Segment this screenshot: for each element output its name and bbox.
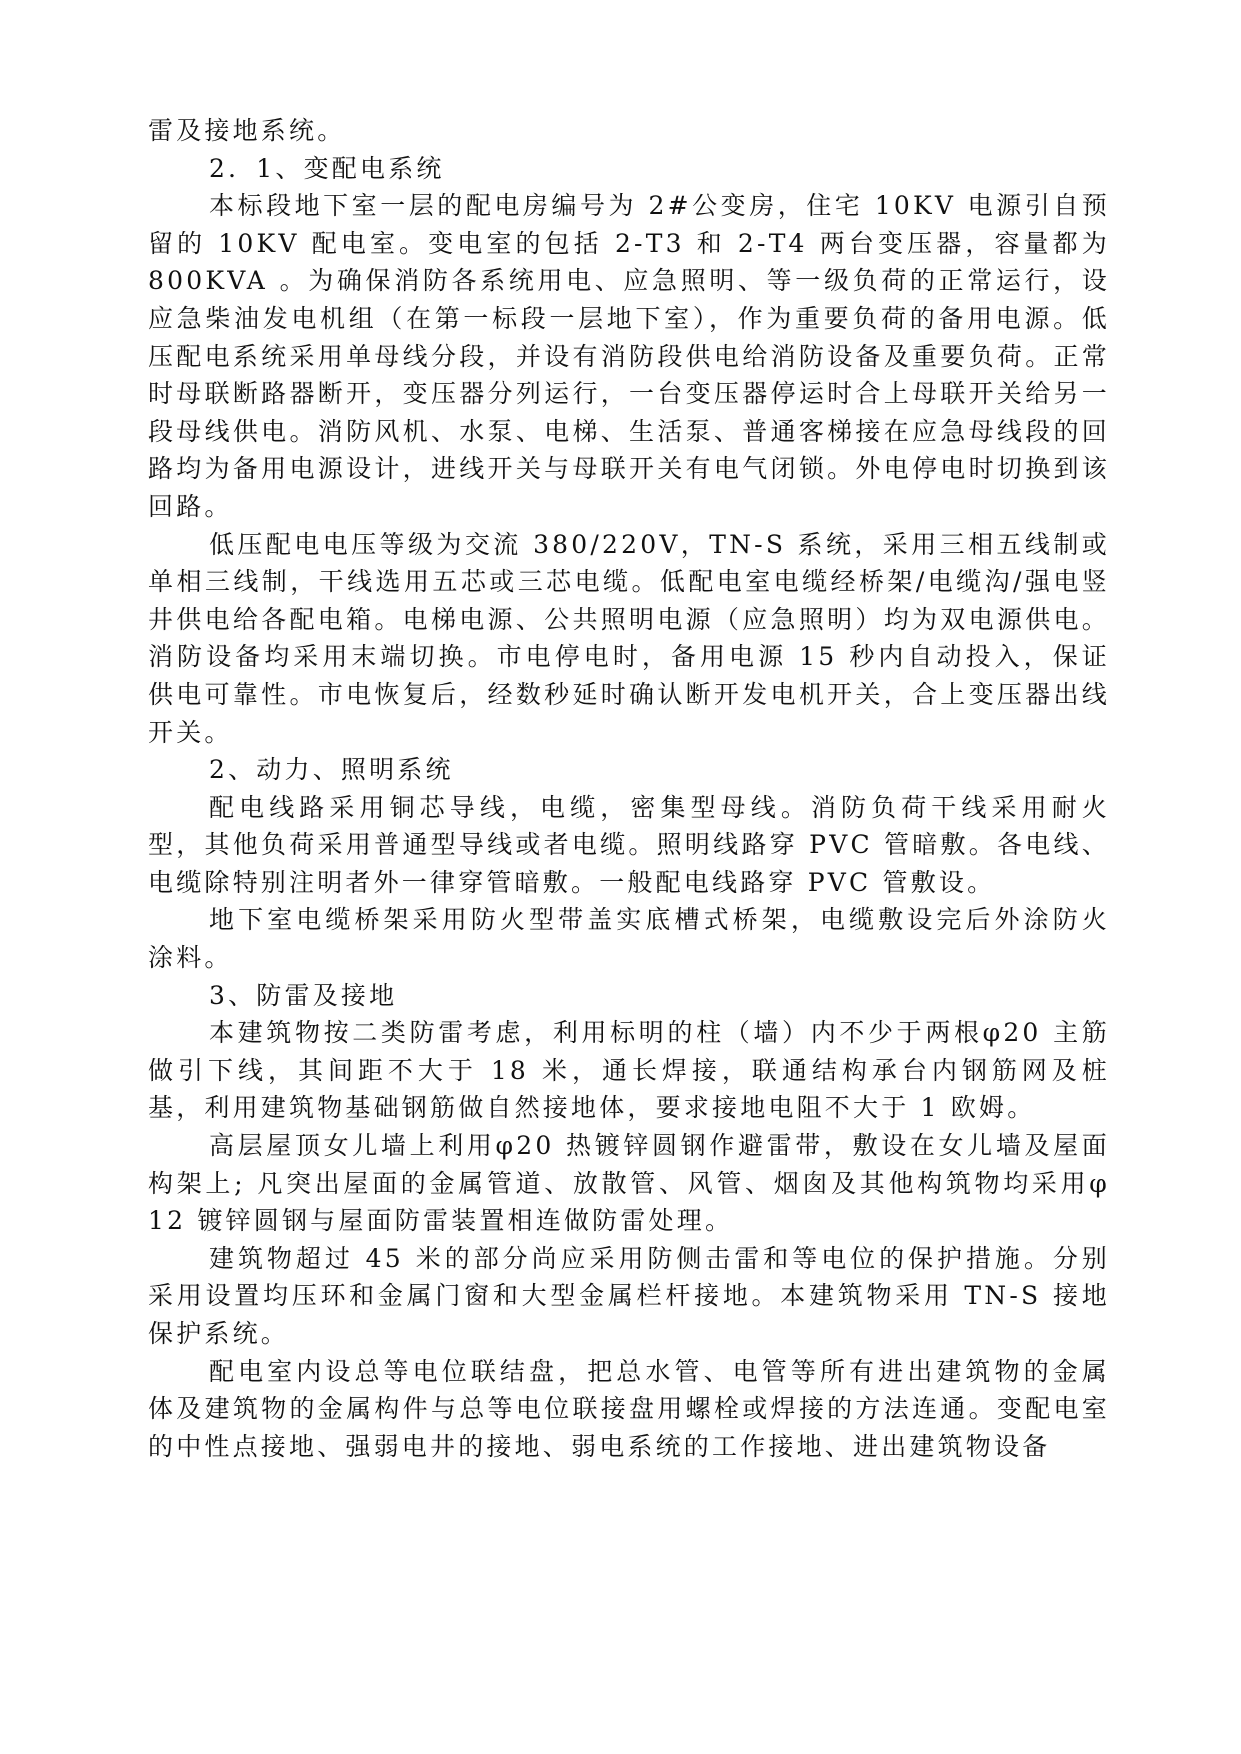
paragraph-lightning-class: 本建筑物按二类防雷考虑，利用标明的柱（墙）内不少于两根φ20 主筋做引下线，其间距不大于 18 米，通长焊接，联通结构承台内钢筋网及桩基，利用建筑物基础钢筋做自然接地体，要求接地电阻不大于 1 欧姆。 bbox=[148, 1018, 1110, 1123]
paragraph-cable-tray: 地下室电缆桥架采用防火型带盖实底槽式桥架，电缆敷设完后外涂防火涂料。 bbox=[148, 905, 1110, 973]
section-heading-lightning-grounding: 3、防雷及接地 bbox=[209, 980, 398, 1010]
paragraph-wiring: 配电线路采用铜芯导线，电缆，密集型母线。消防负荷干线采用耐火型，其他负荷采用普通型导线或者电缆。照明线路穿 PVC 管暗敷。各电线、电缆除特别注明者外一律穿管暗敷。一般配电线路穿 PVC 管敷设。 bbox=[148, 792, 1110, 897]
paragraph-side-strike: 建筑物超过 45 米的部分尚应采用防侧击雷和等电位的保护措施。分别采用设置均压环和金属门窗和大型金属栏杆接地。本建筑物采用 TN-S 接地保护系统。 bbox=[148, 1243, 1110, 1348]
paragraph-continuation: 雷及接地系统。 bbox=[148, 116, 346, 145]
section-heading-power-lighting: 2、动力、照明系统 bbox=[209, 755, 454, 785]
paragraph-low-voltage: 低压配电电压等级为交流 380/220V，TN-S 系统，采用三相五线制或单相三线制，干线选用五芯或三芯电缆。低配电室电缆经桥架/电缆沟/强电竖井供电给各配电箱。电梯电源、公共照明电源（应急照明）均为双电源供电。消防设备均采用末端切换。市电停电时，备用电源 15 秒内自动投入，保证供电可靠性。市电恢复后，经数秒延时确认断开发电机开关，合上变压器出线开关。 bbox=[148, 529, 1110, 747]
document-page bbox=[148, 112, 1110, 1465]
paragraph-roof-lightning-belt: 高层屋顶女儿墙上利用φ20 热镀锌圆钢作避雷带，敷设在女儿墙及屋面构架上; 凡突出屋面的金属管道、放散管、风管、烟囱及其他构筑物均采用φ12 镀锌圆钢与屋面防雷装置相连做防雷处理。 bbox=[148, 1131, 1110, 1236]
paragraph-equipotential: 配电室内设总等电位联结盘，把总水管、电管等所有进出建筑物的金属体及建筑物的金属构件与总等电位联接盘用螺栓或焊接的方法连通。变配电室的中性点接地、强弱电井的接地、弱电系统的工作接地、进出建筑物设备 bbox=[148, 1356, 1110, 1461]
paragraph-substation-overview: 本标段地下室一层的配电房编号为 2#公变房，住宅 10KV 电源引自预留的 10KV 配电室。变电室的包括 2-T3 和 2-T4 两台变压器，容量都为 800KVA 。为确保消防各系统用电、应急照明、等一级负荷的正常运行，设应急柴油发电机组（在第一标段一层地下室），作为重要负荷的备用电源。低压配电系统采用单母线分段，并设有消防段供电给消防设备及重要负荷。正常时母联断路器断开，变压器分列运行，一台变压器停运时合上母联开关给另一段母线供电。消防风机、水泵、电梯、生活泵、普通客梯接在应急母线段的回路均为备用电源设计，进线开关与母联开关有电气闭锁。外电停电时切换到该回路。 bbox=[148, 191, 1110, 521]
section-heading-substation: 2．1、变配电系统 bbox=[209, 153, 445, 183]
